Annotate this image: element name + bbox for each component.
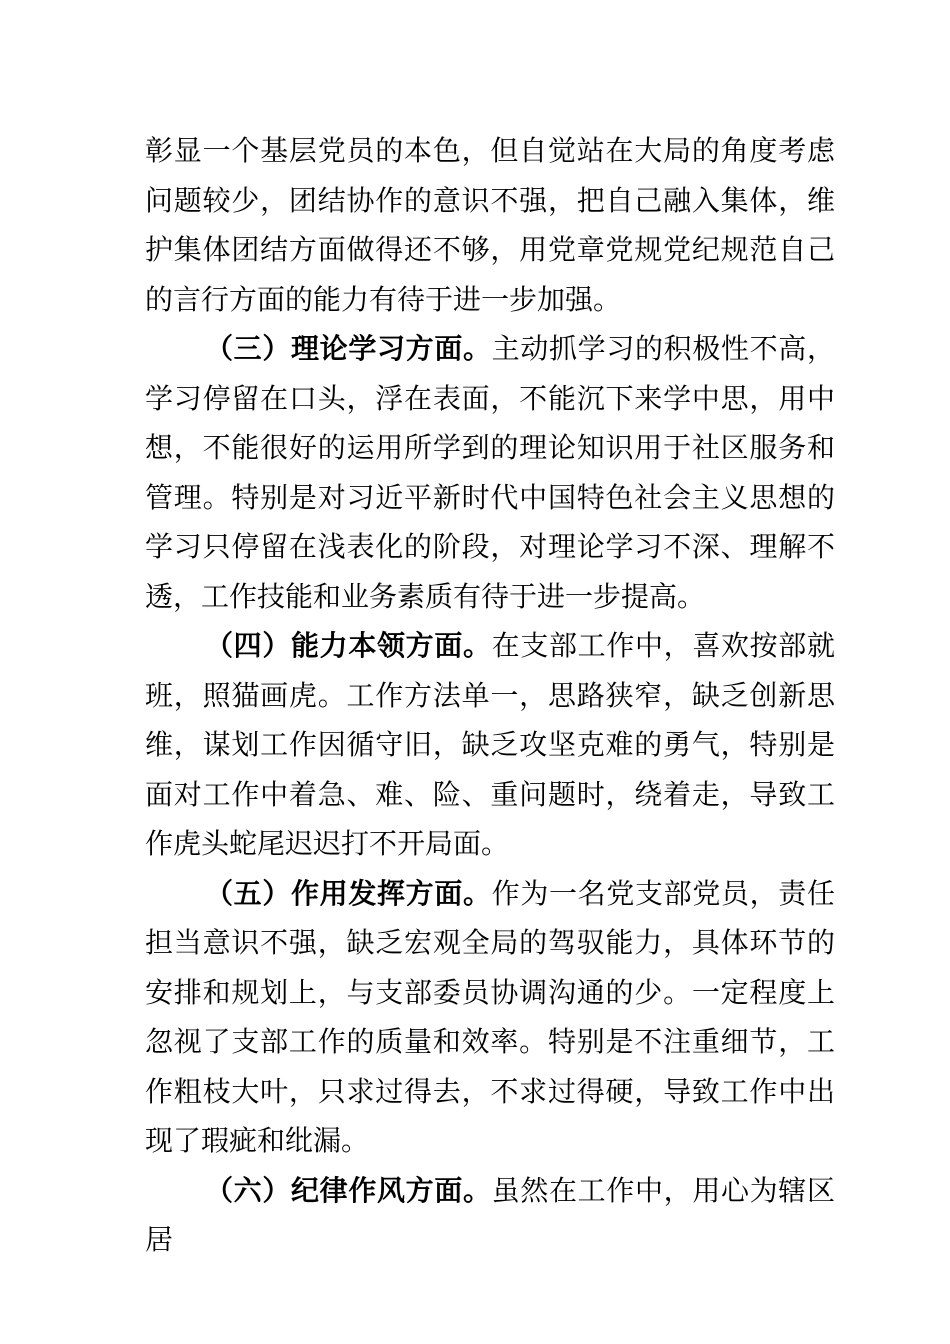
section-heading-discipline: （六）纪律作风方面。: [205, 1173, 492, 1207]
paragraph-text: 在支部工作中，喜欢按部就班，照猫画虎。工作方法单一，思路狭窄，缺乏创新思维，谋划工作因循守旧，缺乏攻坚克难的勇气，特别是面对工作中着急、难、险、重问题时，绕着走，导致工作虎头蛇尾迟迟打不开局面。: [145, 629, 835, 860]
paragraph-theory-study: [145, 324, 835, 621]
paragraph-text: 虽然在工作中，用心为辖区居: [145, 1173, 835, 1256]
document-body: [145, 126, 835, 1265]
paragraph-text: 彰显一个基层党员的本色，但自觉站在大局的角度考虑问题较少，团结协作的意识不强，把自己融入集体，维护集体团结方面做得还不够，用党章党规党纪规范自己的言行方面的能力有待于进一步加强。: [145, 134, 835, 316]
paragraph-continuation: [145, 126, 835, 324]
paragraph-discipline: [145, 1166, 835, 1265]
paragraph-role: [145, 869, 835, 1166]
paragraph-ability: [145, 621, 835, 869]
paragraph-text: 主动抓学习的积极性不高，学习停留在口头，浮在表面，不能沉下来学中思，用中想，不能很好的运用所学到的理论知识用于社区服务和管理。特别是对习近平新时代中国特色社会主义思想的学习只停留在浅表化的阶段，对理论学习不深、理解不透，工作技能和业务素质有待于进一步提高。: [145, 332, 835, 613]
section-heading-ability: （四）能力本领方面。: [205, 629, 492, 662]
section-heading-role: （五）作用发挥方面。: [205, 876, 492, 910]
paragraph-text: 作为一名党支部党员，责任担当意识不强，缺乏宏观全局的驾驭能力，具体环节的安排和规划上，与支部委员协调沟通的少。一定程度上忽视了支部工作的质量和效率。特别是不注重细节，工作粗枝大叶，只求过得去，不求过得硬，导致工作中出现了瑕疵和纰漏。: [145, 876, 835, 1157]
section-heading-theory-study: （三）理论学习方面。: [205, 332, 492, 365]
